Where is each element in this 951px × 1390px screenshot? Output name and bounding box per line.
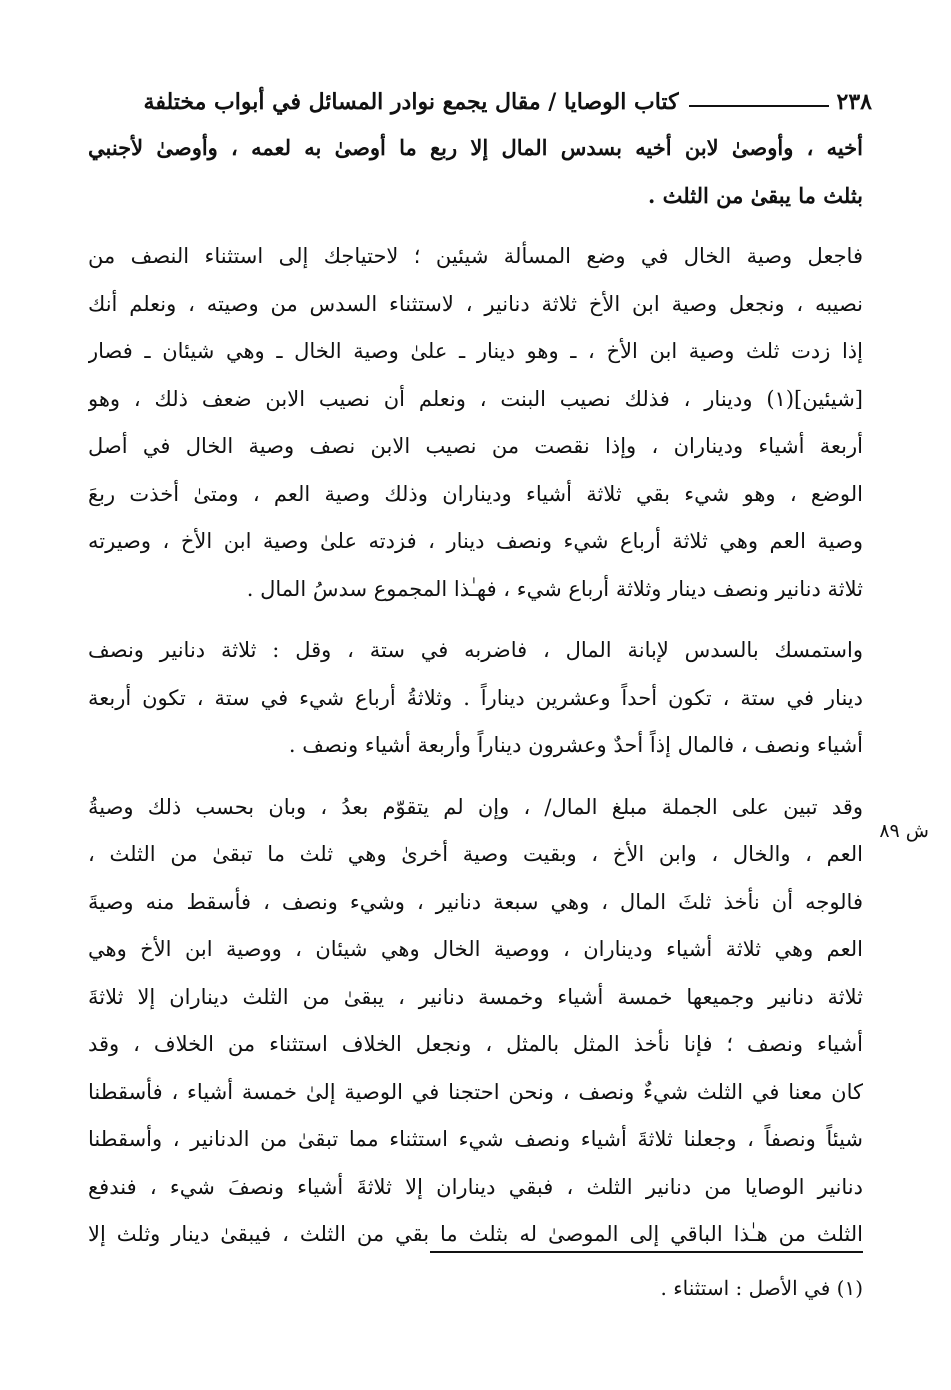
text-line: الوضع ، وهو شيء بقي ثلاثة أشياء وديناران وذلك وصية العم ، ومتىٰ أخذت ربعَ — [88, 481, 863, 506]
text-line: بثلث ما يبقىٰ من الثلث . — [648, 182, 863, 208]
header-title: كتاب الوصايا / مقال يجمع نوادر المسائل في أبواب مختلفة — [143, 89, 679, 115]
text-line: كان معنا في الثلث شيءٌ ونصف ، ونحن احتجنا في الوصية إلىٰ خمسة أشياء ، فأسقطنا — [88, 1079, 863, 1104]
footnote-rule — [430, 1251, 863, 1253]
text-line: دينار في ستة ، تكون أحداً وعشرين ديناراً . وثلاثةُ أرباع شيء في ستة ، تكون أربعة — [88, 685, 863, 710]
text-line: نصيبه ، ونجعل وصية ابن الأخ ثلاثة دنانير ، لاستثناء السدس من وصيته ، ونعلم أنك — [88, 291, 863, 316]
text-line: أشياء ونصف ، فالمال إذاً أحدٌ وعشرون ديناراً وأربعة أشياء ونصف . — [288, 733, 863, 757]
text-line: إذا زدت ثلث وصية ابن الأخ ، ـ وهو دينار ـ علىٰ وصية الخال ـ وهي شيئان ـ فصار — [88, 339, 863, 363]
text-line: أشياء ونصف ؛ فإنا نأخذ المثل بالمثل ، ونجعل الخلاف استثناء من الخلاف ، وقد — [88, 1032, 863, 1056]
page-number: ٢٣٨ — [836, 89, 872, 115]
text-line: أربعة أشياء وديناران ، وإذا نقصت من نصيب الابن نصف وصية الخال في أصل — [88, 434, 863, 458]
text-line: شيئاً ونصفاً ، وجعلنا ثلاثةَ أشياء ونصف شيء استثناء مما تبقىٰ من الدنانير ، وأسقطنا — [88, 1127, 863, 1151]
running-header — [90, 80, 872, 124]
text-line: العم ، والخال ، وابن الأخ ، وبقيت وصية أخرىٰ وهي ثلث ما تبقىٰ من الثلث ، — [88, 842, 863, 866]
text-line: ثلاثة دنانير ونصف دينار وثلاثة أرباع شيء ، فهـٰذا المجموع سدسُ المال . — [246, 576, 863, 601]
header-rule — [689, 105, 829, 107]
main-text — [88, 124, 863, 1259]
text-line: وصية العم وهي ثلاثة أرباع شيء ونصف دينار ، فزدته علىٰ وصية ابن الأخ ، وصيرته — [88, 529, 863, 553]
text-line: الثلث من هـٰذا الباقي إلى الموصىٰ له بثلث ما بقي من الثلث ، فيبقىٰ دينار وثلث إلا — [88, 1222, 863, 1246]
text-line: فاجعل وصية الخال في وضع المسألة شيئين ؛ لاحتياجك إلى استثناء النصف من — [88, 244, 863, 268]
text-line: فالوجه أن نأخذ ثلثَ المال ، وهي سبعة دنانير ، وشيء ونصف ، فأسقط منه وصيةَ — [88, 889, 863, 914]
text-line: أخيه ، وأوصىٰ لابن أخيه بسدس المال إلا ربع ما أوصىٰ به لعمه ، وأوصىٰ لأجنبي — [88, 135, 863, 160]
text-line: دنانير الوصايا من دنانير الثلث ، فبقي ديناران إلا ثلاثةَ أشياء ونصفَ شيء ، فندفع — [88, 1174, 863, 1199]
text-line: [شيئين](١) ودينار ، فذلك نصيب البنت ، ونعلم أن نصيب الابن ضعف ذلك ، وهو — [88, 386, 863, 411]
margin-manuscript-ref: ش ٨٩ — [879, 820, 929, 842]
text-line: ثلاثة دنانير وجميعها خمسة أشياء وخمسة دنانير ، يبقىٰ من الثلث ديناران إلا ثلاثةَ — [88, 984, 863, 1009]
text-line: واستمسك بالسدس لإبانة المال ، فاضربه في ستة ، وقل : ثلاثة دنانير ونصف — [88, 638, 863, 662]
text-line: العم وهي ثلاثة أشياء وديناران ، ووصية الخال وهي شيئان ، ووصية ابن الأخ وهي — [88, 937, 863, 961]
text-line: وقد تبين على الجملة مبلغ المال/ ، وإن لم يتقوّم بعدُ ، وبان بحسب ذلك وصيةُ — [88, 794, 863, 819]
footnote: (١) في الأصل : استثناء . — [660, 1276, 863, 1300]
